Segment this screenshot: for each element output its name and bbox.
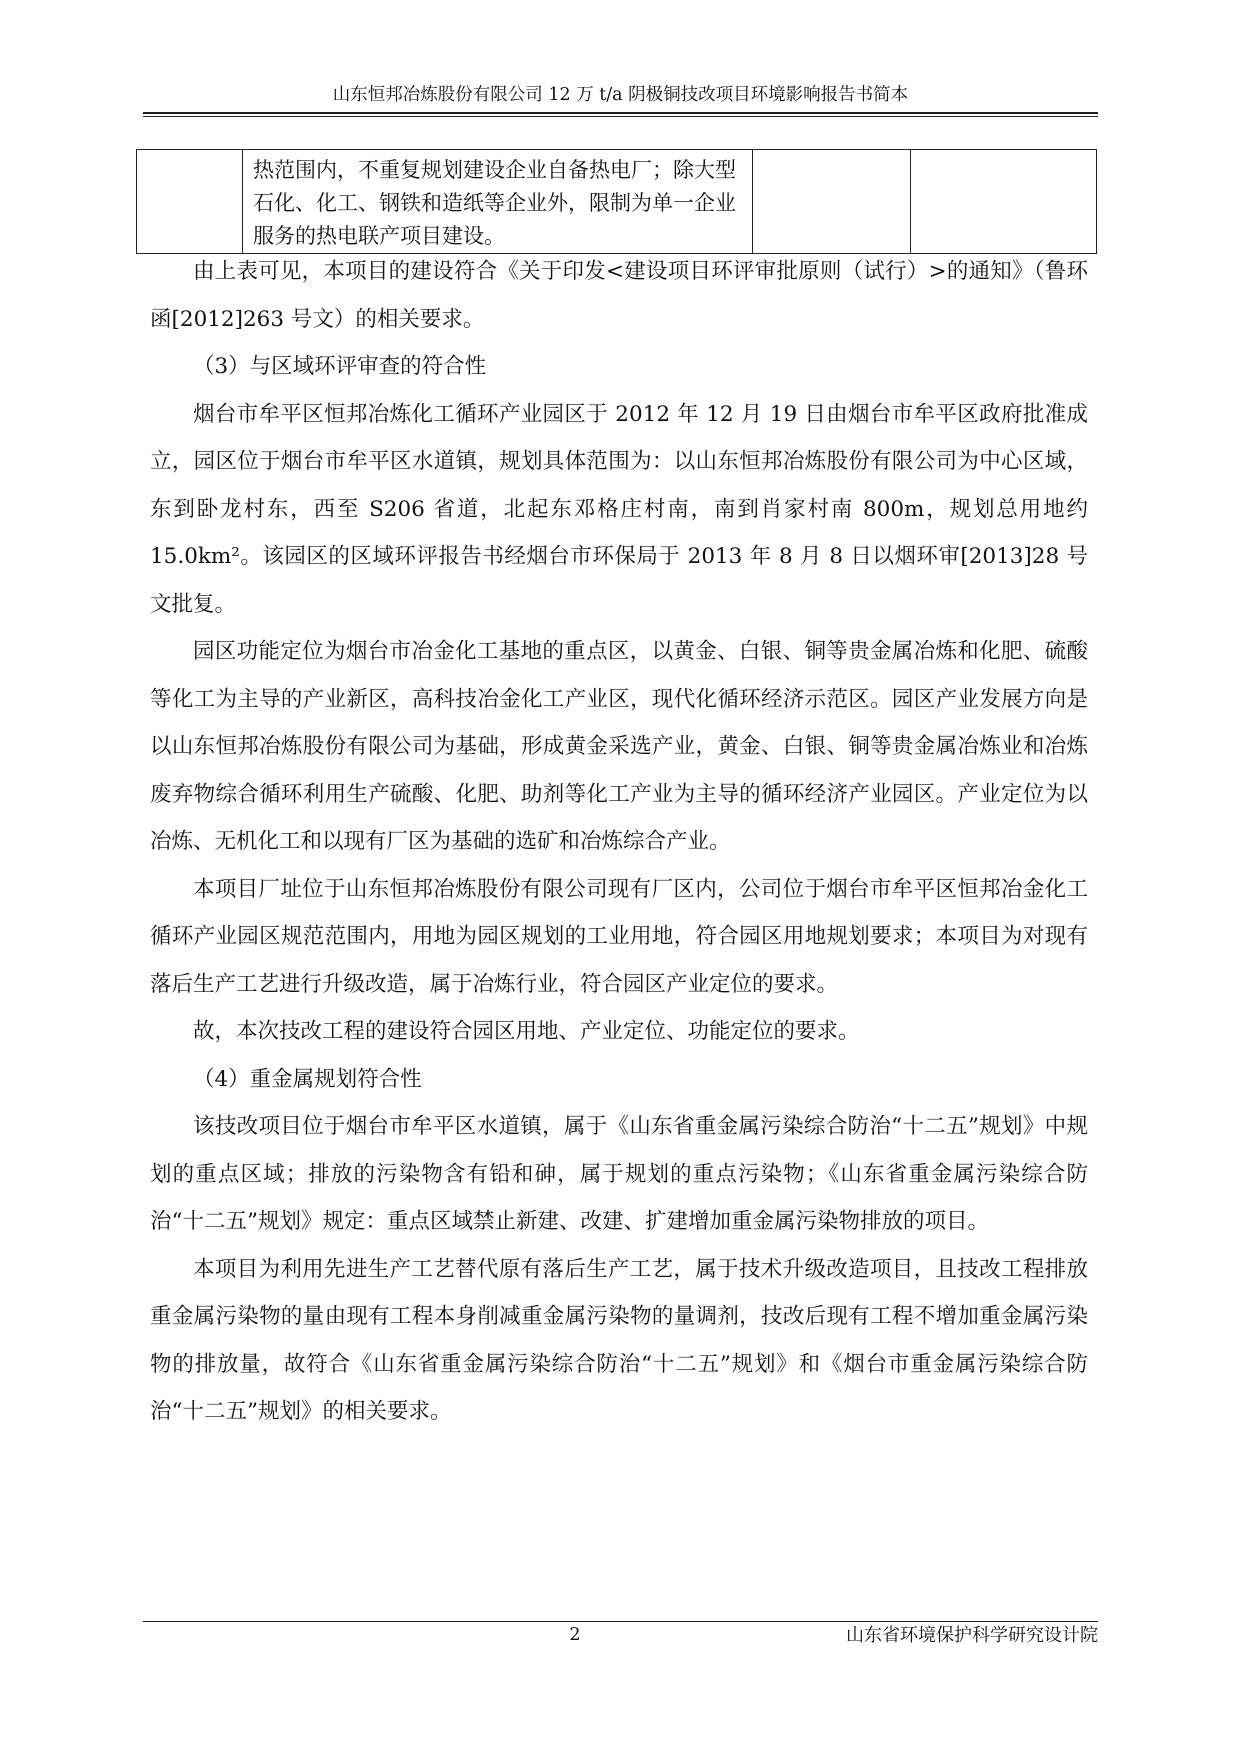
header-rule <box>143 112 1098 117</box>
footer-rule <box>143 1621 1098 1622</box>
paragraph-park-overview: 烟台市牟平区恒邦冶炼化工循环产业园区于 2012 年 12 月 19 日由烟台市牟平区政府批准成立，园区位于烟台市牟平区水道镇，规划具体范围为：以山东恒邦冶炼股份有限公司为中心区域，东到卧龙村东，西至 S206 省道，北起东邓格庄村南，南到肖家村南 800m，规划总用地约 15.0km²。该园区的区域环评报告书经烟台市环保局于 2013 年 8 月 8 日以烟环审[2013]28 号文批复。 <box>150 401 1088 617</box>
paragraph-site-compliance: 本项目厂址位于山东恒邦冶炼股份有限公司现有厂区内，公司位于烟台市牟平区恒邦冶金化工循环产业园区规范范围内，用地为园区规划的工业用地，符合园区用地规划要求；本项目为对现有落后生产工艺进行升级改造，属于冶炼行业，符合园区产业定位的要求。 <box>150 876 1088 997</box>
paragraph-conclusion: 故，本次技改工程的建设符合园区用地、产业定位、功能定位的要求。 <box>193 1019 860 1044</box>
paragraph-park-function: 园区功能定位为烟台市冶金化工基地的重点区，以黄金、白银、铜等贵金属冶炼和化肥、硫酸等化工为主导的产业新区，高科技冶金化工产业区，现代化循环经济示范区。园区产业发展方向是以山东恒邦冶炼股份有限公司为基础，形成黄金采选产业，黄金、白银、铜等贵金属冶炼业和冶炼废弃物综合循环利用生产硫酸、化肥、助剂等化工产业为主导的循环经济产业园区。产业定位为以冶炼、无机化工和以现有厂区为基础的选矿和冶炼综合产业。 <box>150 639 1088 854</box>
body-content <box>150 248 1088 1436</box>
table-row <box>137 150 1097 254</box>
paragraph-heavy-metal-compliance: 本项目为利用先进生产工艺替代原有落后生产工艺，属于技术升级改造项目，且技改工程排放重金属污染物的量由现有工程本身削减重金属污染物的量调剂，技改后现有工程不增加重金属污染物的排放量，故符合《山东省重金属污染综合防治“十二五”规划》和《烟台市重金属污染综合防治“十二五”规划》的相关要求。 <box>150 1256 1088 1424</box>
continued-table <box>136 149 1097 254</box>
page-header-title: 山东恒邦冶炼股份有限公司 12 万 t/a 阴极铜技改项目环境影响报告书简本 <box>332 85 909 105</box>
table-cell-empty-3 <box>911 150 1097 254</box>
section-heading-4: （4）重金属规划符合性 <box>193 1066 422 1092</box>
table-cell-content: 热范围内，不重复规划建设企业自备热电厂；除大型石化、化工、钢铁和造纸等企业外，限制为单一企业服务的热电联产项目建设。 <box>253 158 736 248</box>
table-cell-text <box>243 150 753 254</box>
paragraph-heavy-metal-plan: 该技改项目位于烟台市牟平区水道镇，属于《山东省重金属污染综合防治“十二五”规划》中规划的重点区域；排放的污染物含有铅和砷，属于规划的重点污染物；《山东省重金属污染综合防治“十二五”规划》规定：重点区域禁止新建、改建、扩建增加重金属污染物排放的项目。 <box>150 1114 1088 1234</box>
paragraph-table-conclusion: 由上表可见，本项目的建设符合《关于印发<建设项目环评审批原则（试行）>的通知》（鲁环函[2012]263 号文）的相关要求。 <box>150 259 1088 332</box>
table-cell-empty-1 <box>137 150 243 254</box>
page-number: 2 <box>569 1625 581 1645</box>
footer-institute: 山东省环境保护科学研究设计院 <box>846 1625 1098 1646</box>
table-cell-empty-2 <box>753 150 911 254</box>
section-heading-3: （3）与区域环评审查的符合性 <box>193 354 487 379</box>
